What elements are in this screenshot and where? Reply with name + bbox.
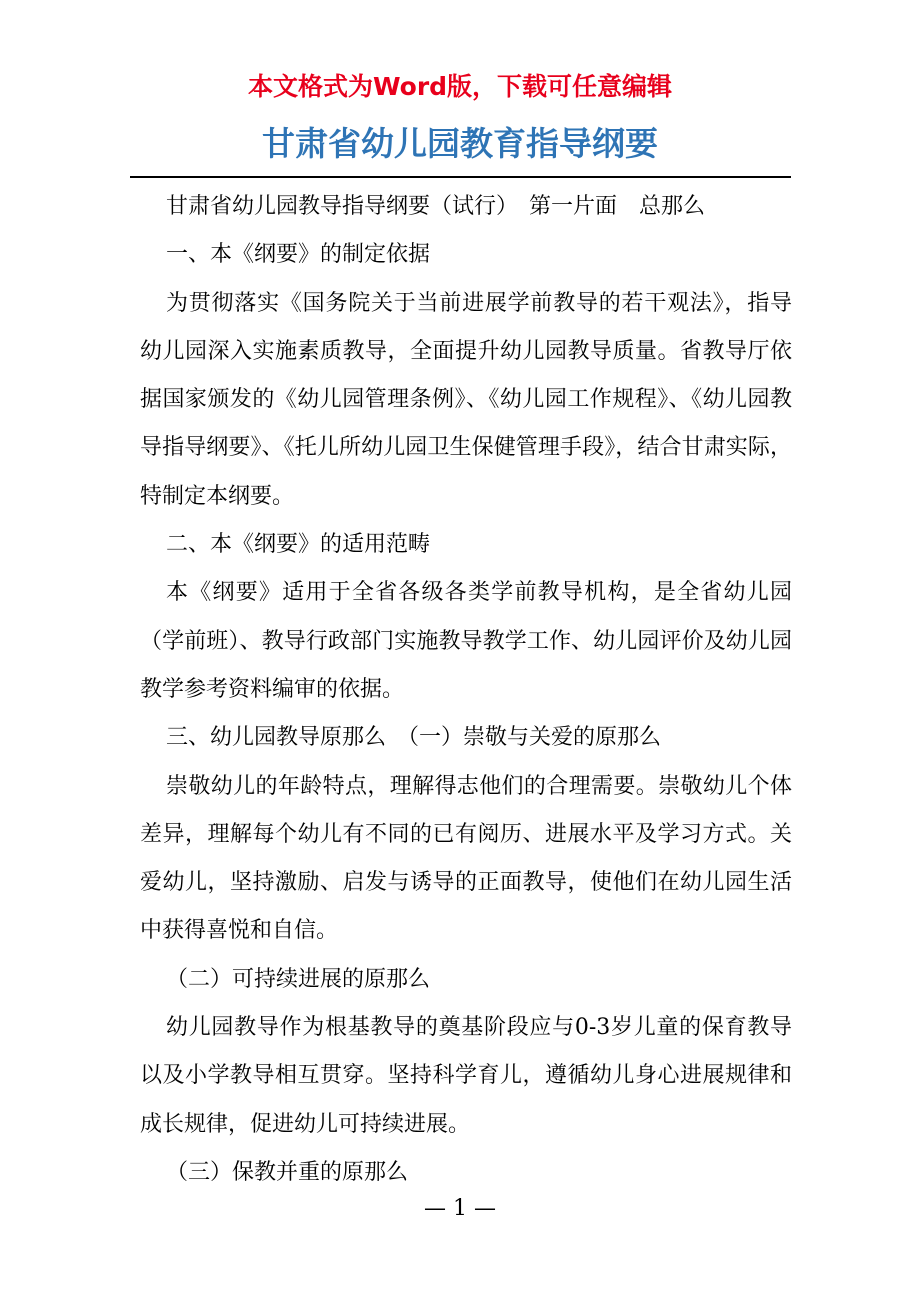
section-heading-1: 一、本《纲要》的制定依据	[166, 242, 431, 268]
paragraph-respect: 崇敬幼儿的年龄特点，理解得志他们的合理需要。崇敬幼儿个体差异，理解每个幼儿有不同的已有阅历、进展水平及学习方式。关爱幼儿，坚持激励、启发与诱导的正面教导，使他们在幼儿园生活中获得喜悦和自信。	[140, 773, 792, 944]
paragraph-sustainable: 幼儿园教导作为根基教导的奠基阶段应与0-3岁儿童的保育教导以及小学教导相互贯穿。坚持科学育儿，遵循幼儿身心进展规律和成长规律，促进幼儿可持续进展。	[140, 1015, 792, 1137]
document-title: 甘肃省幼儿园教育指导纲要	[262, 124, 658, 163]
section-heading-3: 三、幼儿园教导原那么 （一）崇敬与关爱的原那么	[166, 725, 662, 751]
section-heading-2: 二、本《纲要》的适用范畴	[166, 532, 431, 558]
document-body	[140, 183, 792, 1197]
format-notice: 本文格式为Word版，下载可任意编辑	[247, 72, 673, 101]
paragraph-scope: 本《纲要》适用于全省各级各类学前教导机构，是全省幼儿园（学前班）、教导行政部门实施教导教学工作、幼儿园评价及幼儿园教学参考资料编审的依据。	[140, 580, 792, 702]
title-divider	[130, 176, 791, 178]
subheading-care-education: （三）保教并重的原那么	[166, 1159, 409, 1185]
paragraph-intro: 甘肃省幼儿园教导指导纲要（试行） 第一片面 总那么	[166, 194, 706, 219]
page-number: — 1 —	[424, 1196, 496, 1221]
paragraph-basis: 为贯彻落实《国务院关于当前进展学前教导的若干观法》，指导幼儿园深入实施素质教导，全面提升幼儿园教导质量。省教导厅依据国家颁发的《幼儿园管理条例》、《幼儿园工作规程》、《幼儿园教导指导纲要》、《托儿所幼儿园卫生保健管理手段》，结合甘肃实际，特制定本纲要。	[140, 290, 792, 509]
subheading-sustainable: （二）可持续进展的原那么	[166, 966, 431, 992]
